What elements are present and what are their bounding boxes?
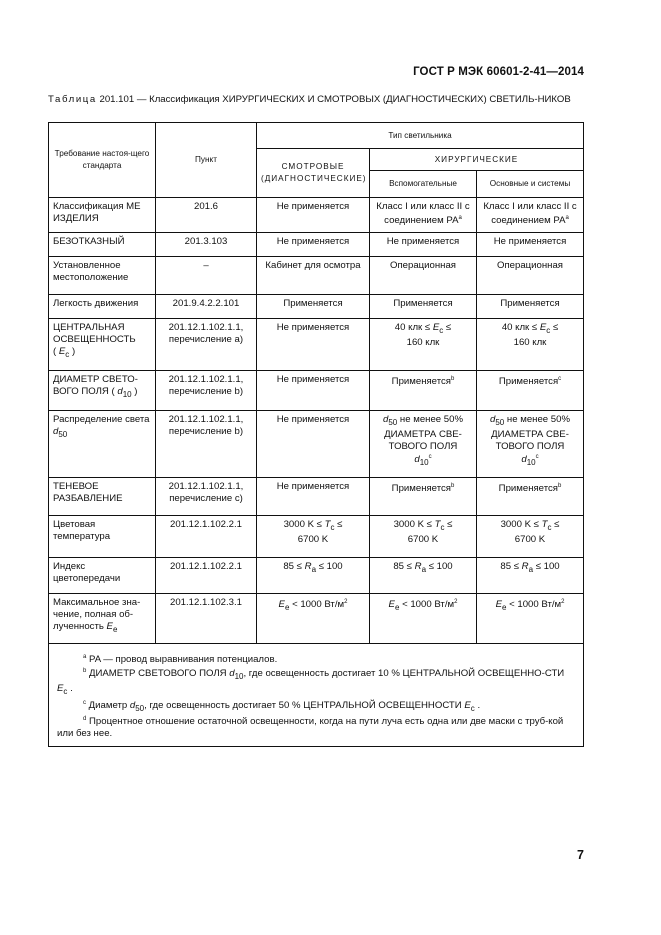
- table-row: [49, 319, 584, 371]
- cell-auxiliary: $d_{50}$ не менее 50% ДИАМЕТРА СВЕ-ТОВОГО ПОЛЯ $d_{10}^c$: [370, 411, 477, 478]
- header-requirement: Требование настоя-щего стандарта: [49, 123, 156, 198]
- table-row: [49, 295, 584, 319]
- table-row: [49, 594, 584, 644]
- footnotes-row: [49, 644, 584, 747]
- table-row: [49, 257, 584, 295]
- cell-auxiliary: Операционная: [370, 257, 477, 295]
- cell-main: Операционная: [477, 257, 584, 295]
- header-luminaire-type: Тип светильника: [257, 123, 584, 149]
- cell-main: Применяется$^c$: [477, 371, 584, 411]
- standard-number: ГОСТ Р МЭК 60601-2-41—2014: [413, 66, 584, 78]
- caption-prefix: Таблица: [48, 94, 97, 105]
- cell-main: 40 клк ≤ $E_c$ ≤ 160 клк: [477, 319, 584, 371]
- cell-main: $d_{50}$ не менее 50% ДИАМЕТРА СВЕ-ТОВОГО ПОЛЯ $d_{10}^c$: [477, 411, 584, 478]
- cell-clause: 201.12.1.102.1.1, перечисление c): [156, 478, 257, 516]
- footnote-c: $^c$ Диаметр $d_{50}$, где освещенность достигает 50 % ЦЕНТРАЛЬНОЙ ОСВЕЩЕННОСТИ $E_c$ .: [83, 699, 481, 713]
- header-surgical: ХИРУРГИЧЕСКИЕ: [370, 149, 584, 171]
- cell-requirement: Легкость движения: [49, 295, 156, 319]
- cell-requirement: Распределение света $d_{50}$: [49, 411, 156, 478]
- caption-text: 201.101 — Классификация ХИРУРГИЧЕСКИХ И СМОТРОВЫХ (ДИАГНОСТИЧЕСКИХ) СВЕТИЛЬ-НИКОВ: [99, 94, 571, 105]
- cell-clause: 201.9.4.2.2.101: [156, 295, 257, 319]
- cell-auxiliary: $E_e < 1000$ $Вт/м^2$: [370, 594, 477, 644]
- cell-examination: Применяется: [257, 295, 370, 319]
- cell-examination: Кабинет для осмотра: [257, 257, 370, 295]
- cell-clause: 201.3.103: [156, 233, 257, 257]
- table-row: [49, 371, 584, 411]
- footnote-b: $^b$ ДИАМЕТР СВЕТОВОГО ПОЛЯ $d_{10}$, где освещенность достигает 10 % ЦЕНТРАЛЬНОЙ ОСВЕЩЕННО-СТИ $E_c$ .: [57, 667, 565, 696]
- cell-examination: Не применяется: [257, 371, 370, 411]
- cell-clause: 201.12.1.102.1.1, перечисление b): [156, 371, 257, 411]
- table-row: [49, 516, 584, 558]
- cell-auxiliary: Класс I или класс II с соединением $PA^a$: [370, 198, 477, 233]
- cell-examination: Не применяется: [257, 198, 370, 233]
- cell-main: Класс I или класс II с соединением $PA^a$: [477, 198, 584, 233]
- cell-requirement: БЕЗОТКАЗНЫЙ: [49, 233, 156, 257]
- cell-requirement: ДИАМЕТР СВЕТО-ВОГО ПОЛЯ ( $d_{10}$ ): [49, 371, 156, 411]
- page-number: 7: [577, 848, 584, 862]
- cell-auxiliary: Применяется$^b$: [370, 478, 477, 516]
- cell-auxiliary: Применяется: [370, 295, 477, 319]
- table-row: [49, 411, 584, 478]
- classification-table: [48, 122, 584, 747]
- cell-clause: 201.12.1.102.3.1: [156, 594, 257, 644]
- cell-examination: Не применяется: [257, 233, 370, 257]
- cell-main: Применяется$^b$: [477, 478, 584, 516]
- cell-examination: Не применяется: [257, 411, 370, 478]
- cell-clause: –: [156, 257, 257, 295]
- footnote-d: $^d$ Процентное отношение остаточной освещенности, когда на пути луча есть одна или две маски с труб-кой или без нее.: [57, 716, 564, 740]
- table-row: [49, 233, 584, 257]
- cell-examination: Не применяется: [257, 319, 370, 371]
- cell-auxiliary: Применяется$^b$: [370, 371, 477, 411]
- cell-clause: 201.6: [156, 198, 257, 233]
- footnote-a: $^a$ PA — провод выравнивания потенциалов.: [83, 654, 278, 666]
- cell-clause: 201.12.1.102.2.1: [156, 516, 257, 558]
- table-caption: [48, 94, 584, 106]
- footnotes: [49, 644, 584, 747]
- cell-auxiliary: 40 клк ≤ $E_c$ ≤ 160 клк: [370, 319, 477, 371]
- table-row: [49, 478, 584, 516]
- table-row: [49, 558, 584, 594]
- cell-auxiliary: 3000 $K \le T_c$ ≤ 6700 K: [370, 516, 477, 558]
- cell-main: 3000 $K \le T_c$ ≤ 6700 K: [477, 516, 584, 558]
- cell-examination: $85 \le R_a \le 100$: [257, 558, 370, 594]
- cell-auxiliary: Не применяется: [370, 233, 477, 257]
- cell-requirement: Индекс цветопередачи: [49, 558, 156, 594]
- cell-requirement: ЦЕНТРАЛЬНАЯ ОСВЕЩЕННОСТЬ ( $E_c$ ): [49, 319, 156, 371]
- cell-main: Применяется: [477, 295, 584, 319]
- cell-requirement: Установленное местоположение: [49, 257, 156, 295]
- cell-clause: 201.12.1.102.1.1, перечисление b): [156, 411, 257, 478]
- cell-main: Не применяется: [477, 233, 584, 257]
- cell-requirement: Максимальное зна-чение, полная об-лученность $E_e$: [49, 594, 156, 644]
- cell-clause: 201.12.1.102.2.1: [156, 558, 257, 594]
- header-examination: СМОТРОВЫЕ (ДИАГНОСТИЧЕСКИЕ): [257, 149, 370, 198]
- cell-examination: 3000 $K \le T_c$ ≤ 6700 K: [257, 516, 370, 558]
- cell-requirement: Цветовая температура: [49, 516, 156, 558]
- header-main-systems: Основные и системы: [477, 171, 584, 198]
- table-row: [49, 198, 584, 233]
- cell-requirement: ТЕНЕВОЕ РАЗБАВЛЕНИЕ: [49, 478, 156, 516]
- cell-main: $85 \le R_a \le 100$: [477, 558, 584, 594]
- cell-examination: Не применяется: [257, 478, 370, 516]
- header-clause: Пункт: [156, 123, 257, 198]
- cell-examination: $E_e < 1000$ $Вт/м^2$: [257, 594, 370, 644]
- cell-requirement: Классификация МЕ ИЗДЕЛИЯ: [49, 198, 156, 233]
- cell-auxiliary: $85 \le R_a \le 100$: [370, 558, 477, 594]
- header-auxiliary: Вспомогательные: [370, 171, 477, 198]
- cell-clause: 201.12.1.102.1.1, перечисление a): [156, 319, 257, 371]
- cell-main: $E_e < 1000$ $Вт/м^2$: [477, 594, 584, 644]
